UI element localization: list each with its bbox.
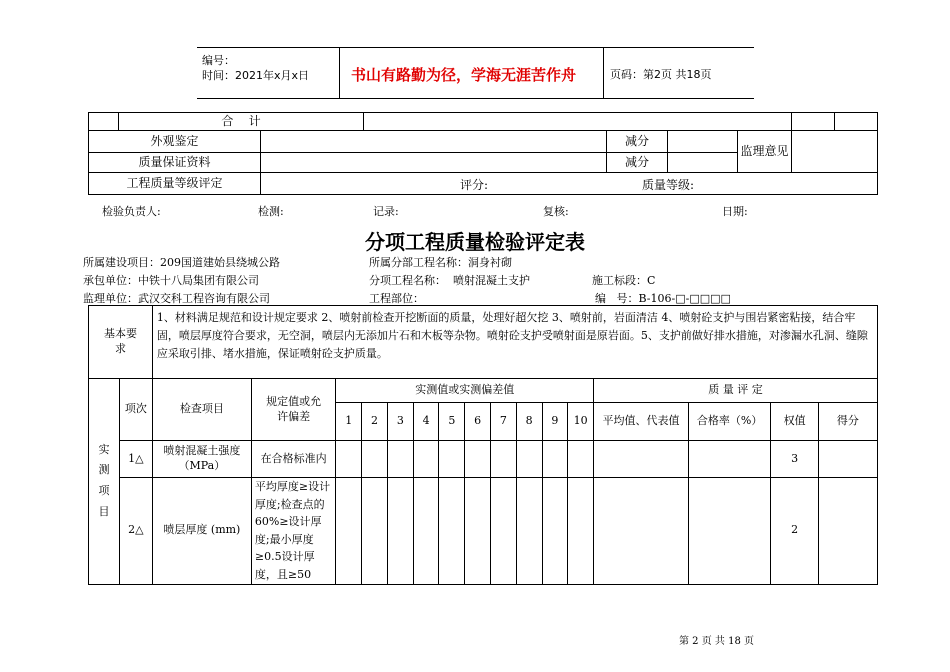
row-2-avg — [594, 478, 689, 585]
row-2-m8 — [516, 478, 542, 585]
row-1-m3 — [387, 441, 413, 478]
row-1-pass — [688, 441, 770, 478]
row-1-m2 — [362, 441, 388, 478]
code-label: 编号： — [202, 54, 235, 67]
score-label: 评分: — [460, 178, 489, 192]
contractor-label: 承包单位：中铁十八局集团有限公司 — [83, 274, 259, 287]
section-label: 施工标段：C — [592, 274, 656, 287]
row-2-m9 — [542, 478, 568, 585]
col-num-7: 7 — [491, 403, 517, 441]
item-name-label: 分项工程名称： 喷射混凝土支护 — [369, 274, 530, 287]
row-1-m7 — [491, 441, 517, 478]
col-num-5: 5 — [439, 403, 465, 441]
quality-docs-deduct-label: 减分 — [607, 153, 668, 173]
row-2-index: 2△ — [119, 478, 152, 585]
table-row — [89, 478, 878, 585]
total-extra-2 — [835, 113, 878, 131]
row-1-m5 — [439, 441, 465, 478]
row-1-avg — [594, 441, 689, 478]
row-1-m9 — [542, 441, 568, 478]
row-2-m4 — [413, 478, 439, 585]
row-2-pass — [688, 478, 770, 585]
location-label: 工程部位： — [369, 292, 424, 305]
row-1-m1 — [336, 441, 362, 478]
supervisor-opinion-value — [792, 131, 878, 173]
row-2-weight: 2 — [771, 478, 818, 585]
col-pass-header: 合格率（%） — [688, 403, 770, 441]
row-1-score — [818, 441, 877, 478]
table-row — [89, 441, 878, 478]
header-left-cell — [197, 48, 340, 98]
row-2-m5 — [439, 478, 465, 585]
quality-docs-value — [261, 153, 607, 173]
col-index-header: 项次 — [119, 379, 152, 441]
header-box — [197, 47, 754, 99]
row-1-item: 喷射混凝土强度（MPa） — [152, 441, 251, 478]
row-2-m7 — [491, 478, 517, 585]
row-2-score — [818, 478, 877, 585]
total-value-cell — [364, 113, 792, 131]
quality-docs-label: 质量保证资料 — [89, 153, 261, 173]
total-label: 合 计 — [119, 113, 364, 131]
row-1-m4 — [413, 441, 439, 478]
col-quality-header: 质 量 评 定 — [594, 379, 878, 403]
time-label: 时间：2021年x月x日 — [202, 69, 310, 82]
basic-req-label: 基本要求 — [89, 306, 153, 379]
row-2-m2 — [362, 478, 388, 585]
project-label: 所属建设项目：209国道建始县绕城公路 — [83, 256, 280, 269]
row-2-m1 — [336, 478, 362, 585]
appearance-deduct-value — [668, 131, 738, 153]
col-spec-header: 规定值或允许偏差 — [251, 379, 336, 441]
appearance-value — [261, 131, 607, 153]
total-blank-cell — [89, 113, 119, 131]
col-num-8: 8 — [516, 403, 542, 441]
document-title: 分项工程质量检验评定表 — [365, 230, 585, 254]
row-1-index: 1△ — [119, 441, 152, 478]
grade-assessment-label: 工程质量等级评定 — [89, 173, 261, 195]
row-2-m3 — [387, 478, 413, 585]
col-num-3: 3 — [387, 403, 413, 441]
col-item-header: 检查项目 — [152, 379, 251, 441]
row-1-spec: 在合格标准内 — [251, 441, 336, 478]
measure-section-label: 实测项目 — [89, 379, 120, 585]
signoff-inspector: 检验负责人: — [102, 205, 161, 218]
footer-page: 第 2 页 共 18 页 — [679, 636, 754, 647]
row-1-weight: 3 — [771, 441, 818, 478]
quality-docs-deduct-value — [668, 153, 738, 173]
grade-assessment-cell — [261, 173, 878, 195]
col-num-10: 10 — [568, 403, 594, 441]
page-label: 页码：第2页 共18页 — [610, 68, 712, 81]
row-1-m10 — [568, 441, 594, 478]
signoff-review: 复核: — [543, 205, 569, 218]
header-right-cell — [603, 48, 755, 98]
supervisor-opinion-label: 监理意见 — [738, 131, 792, 173]
row-2-m6 — [465, 478, 491, 585]
top-summary-table — [88, 112, 878, 195]
col-num-1: 1 — [336, 403, 362, 441]
row-2-spec: 平均厚度≥设计厚度;检查点的60%≥设计厚度;最小厚度≥0.5设计厚度，且≥50 — [251, 478, 336, 585]
number-label: 编 号：B-106-□-□□□□ — [595, 292, 731, 305]
signoff-testing: 检测: — [258, 205, 284, 218]
header-motto: 书山有路勤为径，学海无涯苦作舟 — [351, 66, 577, 84]
col-avg-header: 平均值、代表值 — [594, 403, 689, 441]
col-num-4: 4 — [413, 403, 439, 441]
appearance-label: 外观鉴定 — [89, 131, 261, 153]
row-2-item: 喷层厚度 (mm) — [152, 478, 251, 585]
total-extra-1 — [792, 113, 835, 131]
inspection-table — [88, 305, 878, 585]
col-measured-header: 实测值或实测偏差值 — [336, 379, 594, 403]
signoff-date: 日期: — [722, 205, 748, 218]
col-num-6: 6 — [465, 403, 491, 441]
col-score-header: 得分 — [818, 403, 877, 441]
subproject-label: 所属分部工程名称：洞身衬砌 — [369, 256, 512, 269]
basic-req-text: 1、材料满足规范和设计规定要求 2、喷射前检查开挖断面的质量，处理好超欠挖 3、喷射前，岩面清洁 4、喷射砼支护与围岩紧密粘接，结合牢固，喷层厚度符合要求，无空洞，喷层内无添加片石和木板等杂物。喷射砼支护受喷射面是原岩面。5、支护前做好排水措施，对渗漏水孔洞、缝隙应采取引排、堵水措施，保证喷射砼支护质量。 — [152, 306, 877, 379]
col-weight-header: 权值 — [771, 403, 818, 441]
appearance-deduct-label: 减分 — [607, 131, 668, 153]
row-2-m10 — [568, 478, 594, 585]
col-num-2: 2 — [362, 403, 388, 441]
quality-grade-label: 质量等级: — [642, 178, 695, 192]
row-1-m8 — [516, 441, 542, 478]
signoff-record: 记录: — [373, 205, 399, 218]
row-1-m6 — [465, 441, 491, 478]
col-num-9: 9 — [542, 403, 568, 441]
supervisor-label: 监理单位：武汉交科工程咨询有限公司 — [83, 292, 270, 305]
